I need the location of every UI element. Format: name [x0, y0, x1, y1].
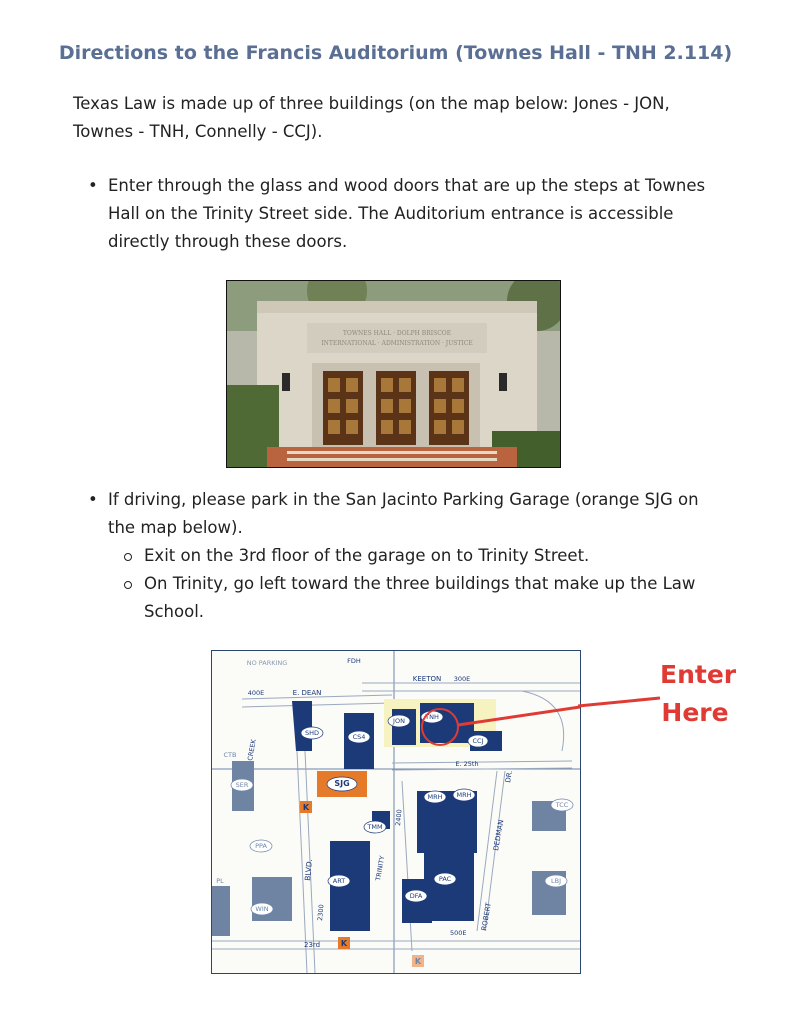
street-label: 2400: [394, 808, 404, 827]
sub-list-item: On Trinity, go left toward the three buildings that make up the Law School.: [144, 570, 714, 626]
map-label: E. 25th: [455, 760, 479, 768]
campus-map: [211, 650, 581, 974]
inscription-line-1: TOWNES HALL · DOLPH BRISCOE: [342, 330, 452, 337]
street-label: 2300: [316, 903, 326, 922]
campus-map-drawing: [212, 651, 580, 973]
pac-label: PAC: [438, 875, 452, 883]
ctb-label: CTB: [223, 751, 237, 759]
intro-paragraph: Texas Law is made up of three buildings (on the map below: Jones - JON, Townes - TNH, Connelly - CCJ).: [73, 94, 670, 141]
pl-label: PL: [216, 877, 224, 885]
shd-label: SHD: [304, 729, 320, 737]
street-label: BLVD.: [303, 858, 314, 882]
map-label: 300E: [453, 675, 471, 683]
tcc-label: TCC: [555, 801, 569, 809]
entrance-arrow-extension: [578, 696, 660, 708]
jon-label: JON: [393, 717, 405, 725]
k-marker-label: K: [302, 803, 310, 812]
ppa-label: PPA: [255, 842, 267, 850]
lbj-label: LBJ: [551, 877, 561, 885]
callout-line-2: Here: [661, 698, 729, 727]
street-label: ROBERT: [480, 902, 493, 932]
townes-hall-entrance-image: [227, 281, 560, 467]
lth-label: LTH: [216, 909, 228, 917]
townes-hall-photo: [226, 280, 561, 468]
enter-here-callout: [660, 656, 737, 732]
callout-line-1: Enter: [660, 660, 737, 689]
tnh-label: TNH: [425, 713, 439, 721]
map-label: 400E: [247, 689, 265, 697]
k-marker-label: K: [414, 957, 422, 966]
map-label: NO PARKING: [246, 659, 288, 667]
ser-label: SER: [235, 781, 249, 789]
inscription-line-2: INTERNATIONAL · ADMINISTRATION · JUSTICE: [321, 340, 473, 347]
street-label: TRINITY: [374, 855, 387, 882]
street-label: 500E: [450, 929, 467, 937]
dfa-label: DFA: [409, 892, 423, 900]
sjg-label: SJG: [334, 779, 350, 788]
street-label: DR.: [504, 769, 515, 784]
sub-list-item: Exit on the 3rd floor of the garage on to Trinity Street.: [144, 542, 714, 570]
street-label: CREEK: [246, 738, 258, 762]
cs4-label: CS4: [352, 733, 366, 741]
mrh-label: MRH: [427, 793, 443, 801]
art-label: ART: [332, 877, 346, 885]
map-label: E. DEAN: [292, 689, 322, 697]
page-title: Directions to the Francis Auditorium (Townes Hall - TNH 2.114): [58, 42, 733, 64]
map-label: KEETON: [412, 675, 442, 683]
map-label: FDH: [347, 657, 361, 665]
list-item: • Enter through the glass and wood doors that are up the steps at Townes Hall on the Trinity Street side. The Auditorium entrance is accessible directly through these doors.: [108, 172, 718, 256]
list-item: • If driving, please park in the San Jacinto Parking Garage (orange SJG on the map below).: [108, 486, 718, 542]
tmm-label: TMM: [367, 823, 383, 831]
k-marker-label: K: [340, 939, 348, 948]
win-label: WIN: [255, 905, 269, 913]
street-label: 23rd: [304, 941, 321, 949]
mrh-label: MRH: [456, 791, 472, 799]
ccj-label: CCJ: [472, 737, 484, 745]
street-label: DEDMAN: [492, 819, 506, 852]
